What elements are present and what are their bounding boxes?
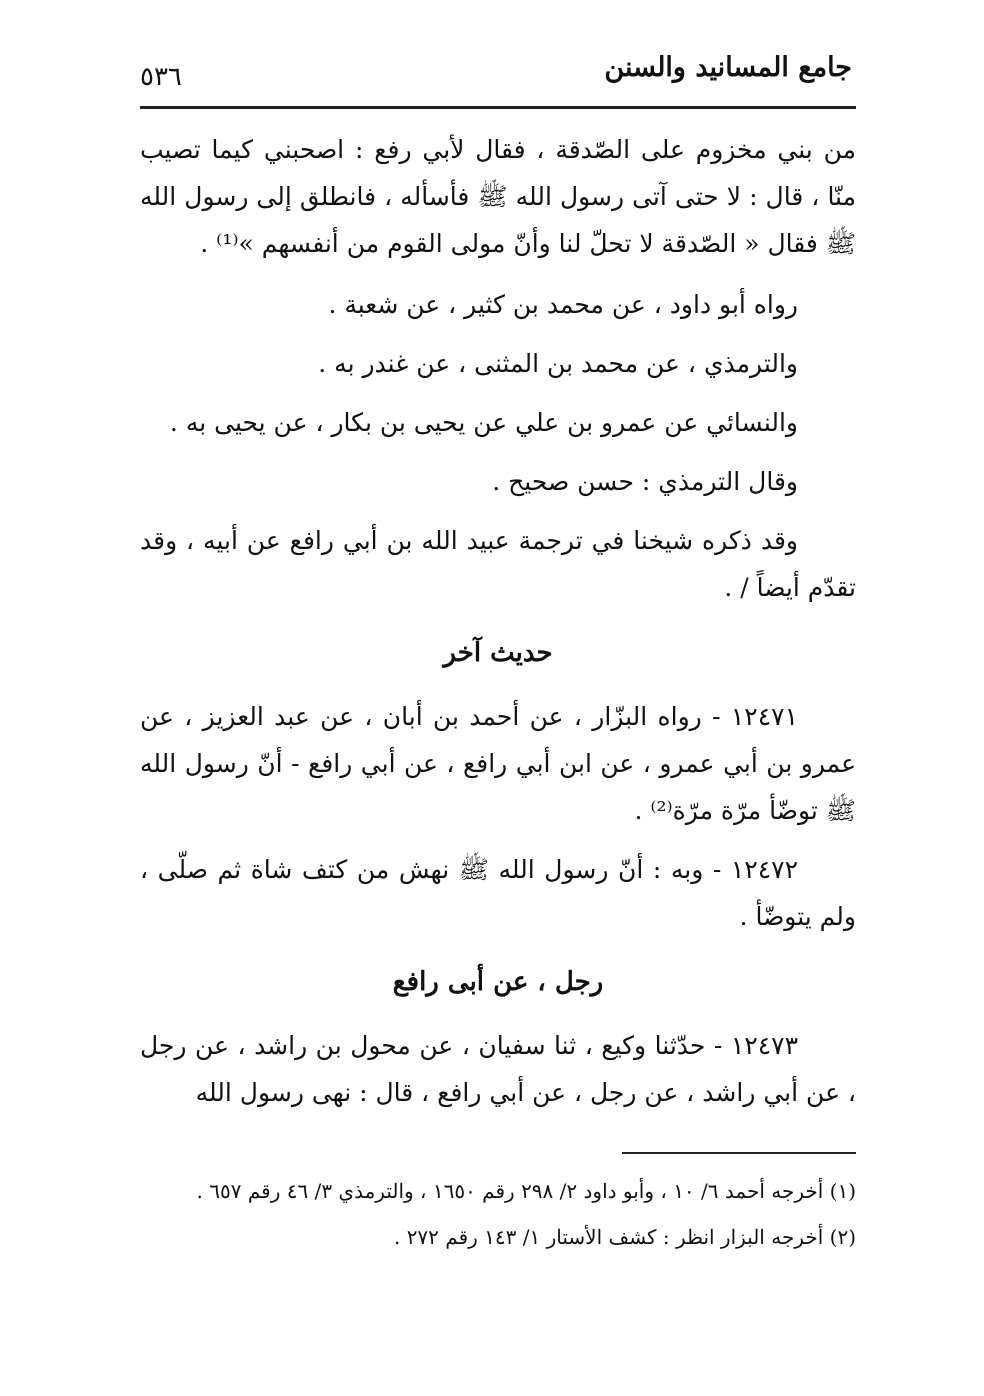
book-title: جامع المسانيد والسنن — [604, 52, 852, 83]
section-heading-hadith-akhar: حديث آخر — [443, 638, 553, 668]
section-heading-rajul: رجل ، عن أبى رافع — [392, 967, 604, 997]
hadith-12471: ١٢٤٧١ - رواه البزّار ، عن أحمد بن أبان ، عن عبد العزيز ، عن عمرو بن أبي عمرو ، عن ابن أبي رافع ، عن أبي رافع - أنّ رسول الله ﷺ توضّأ مرّة مرّة⁽²⁾ . — [140, 702, 856, 825]
paragraph-nasai: والنسائي عن عمرو بن علي عن يحيى بن بكار ، عن يحيى به . — [169, 408, 798, 437]
footnote-divider — [622, 1152, 856, 1154]
paragraph-grading: وقال الترمذي : حسن صحيح . — [492, 467, 798, 496]
hadith-12472: ١٢٤٧٢ - وبه : أنّ رسول الله ﷺ نهش من كتف شاة ثم صلّى ، ولم يتوضّأ . — [140, 855, 856, 931]
page-number: ٥٣٦ — [140, 62, 182, 92]
paragraph-tirmidhi: والترمذي ، عن محمد بن المثنى ، عن غندر به . — [318, 349, 798, 378]
page-header — [140, 52, 852, 102]
hadith-12473: ١٢٤٧٣ - حدّثنا وكيع ، ثنا سفيان ، عن محول بن راشد ، عن رجل ، عن أبي راشد ، عن رجل ، عن أبي رافع ، قال : نهى رسول الله — [140, 1031, 856, 1107]
paragraph-note: وقد ذكره شيخنا في ترجمة عبيد الله بن أبي رافع عن أبيه ، وقد تقدّم أيضاً / . — [140, 526, 856, 602]
paragraph-continuation: من بني مخزوم على الصّدقة ، فقال لأبي رفع : اصحبني كيما تصيب منّا ، قال : لا حتى آتى رسول الله ﷺ فأسأله ، فانطلق إلى رسول الله ﷺ فقال « الصّدقة لا تحلّ لنا وأنّ مولى القوم من أنفسهم »⁽¹⁾ . — [140, 135, 856, 258]
footnotes — [140, 1172, 856, 1264]
paragraph-abu-dawud: رواه أبو داود ، عن محمد بن كثير ، عن شعبة . — [328, 290, 798, 319]
footnote-2: (٢) أخرجه البزار انظر : كشف الأستار ١/ ١٤٣ رقم ٢٧٢ . — [393, 1225, 856, 1249]
main-text — [140, 126, 856, 1128]
header-divider — [140, 106, 856, 109]
footnote-1: (١) أخرجه أحمد ٦/ ١٠ ، وأبو داود ٢/ ٢٩٨ رقم ١٦٥٠ ، والترمذي ٣/ ٤٦ رقم ٦٥٧ . — [196, 1179, 856, 1203]
